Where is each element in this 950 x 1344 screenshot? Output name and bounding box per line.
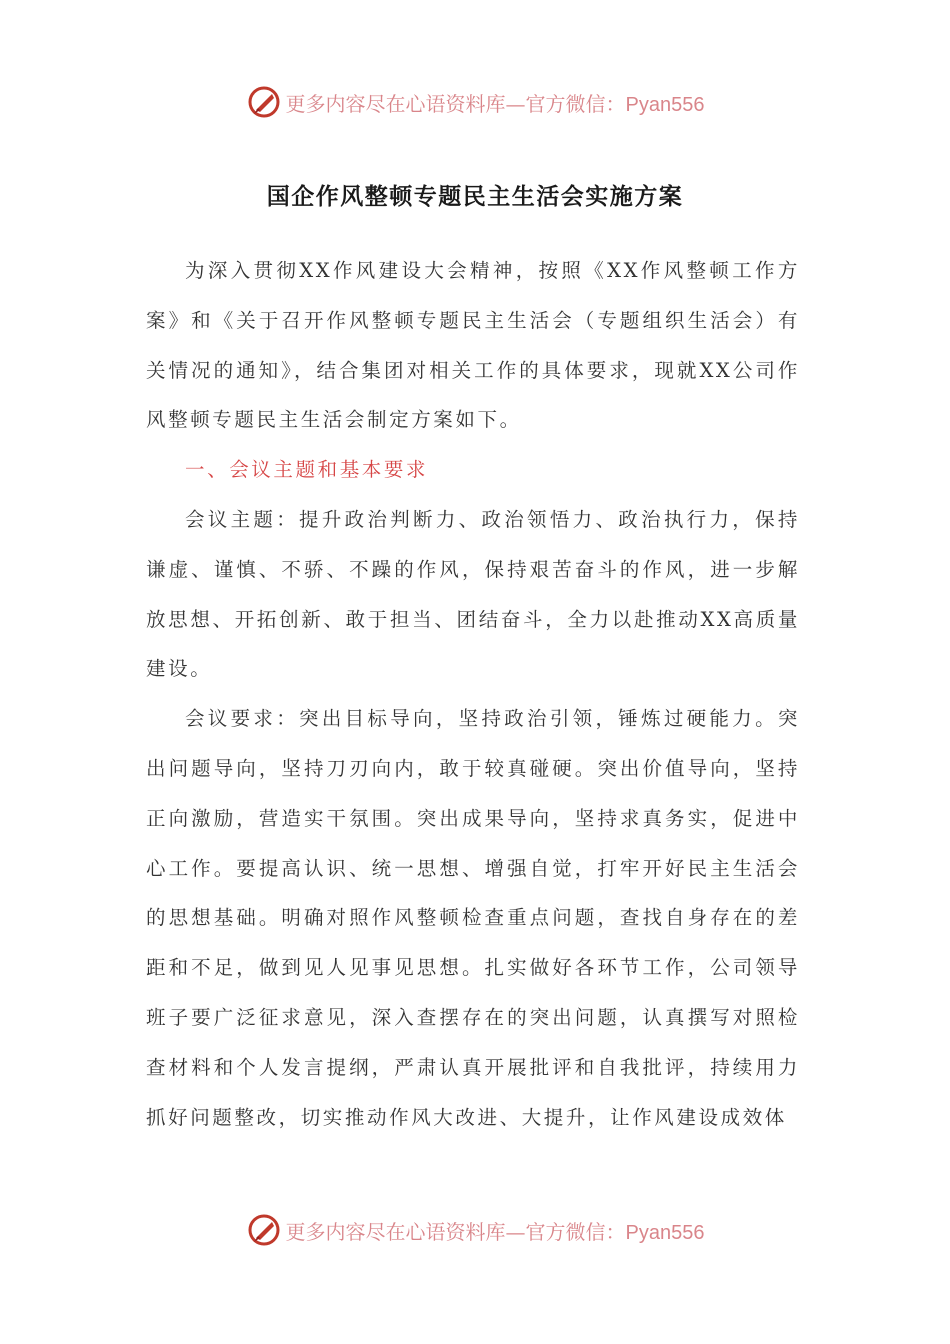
footer-watermark [0, 1212, 950, 1248]
section-heading-1: 一、会议主题和基本要求 [185, 458, 429, 482]
paragraph-intro: 为深入贯彻XX作风建设大会精神，按照《XX作风整顿工作方案》和《关于召开作风整顿专题民主生活会（专题组织生活会）有关情况的通知》，结合集团对相关工作的具体要求，现就XX公司作风整顿专题民主生活会制定方案如下。 [146, 259, 800, 432]
pen-nib-logo-icon [246, 84, 282, 120]
watermark-text: 更多内容尽在心语资料库—官方微信： [285, 1219, 626, 1244]
document-body [146, 246, 800, 1142]
header-watermark [0, 84, 950, 120]
watermark-wechat-id: Pyan556 [625, 93, 705, 116]
document-title: 国企作风整顿专题民主生活会实施方案 [266, 183, 684, 210]
paragraph-meeting-requirements: 会议要求：突出目标导向，坚持政治引领，锤炼过硬能力。突出问题导向，坚持刀刃向内，敢于较真碰硬。突出价值导向，坚持正向激励，营造实干氛围。突出成果导向，坚持求真务实，促进中心工作。要提高认识、统一思想、增强自觉，打牢开好民主生活会的思想基础。明确对照作风整顿检查重点问题，查找自身存在的差距和不足，做到见人见事见思想。扎实做好各环节工作，公司领导班子要广泛征求意见，深入查摆存在的突出问题，认真撰写对照检查材料和个人发言提纲，严肃认真开展批评和自我批评，持续用力抓好问题整改，切实推动作风大改进、大提升，让作风建设成效体 [146, 707, 800, 1129]
paragraph-meeting-theme: 会议主题：提升政治判断力、政治领悟力、政治执行力，保持谦虚、谨慎、不骄、不躁的作风，保持艰苦奋斗的作风，进一步解放思想、开拓创新、敢于担当、团结奋斗，全力以赴推动XX高质量建设。 [146, 507, 800, 681]
watermark-wechat-id: Pyan556 [625, 1221, 705, 1244]
watermark-text: 更多内容尽在心语资料库—官方微信： [285, 91, 626, 116]
pen-nib-logo-icon [246, 1212, 282, 1248]
